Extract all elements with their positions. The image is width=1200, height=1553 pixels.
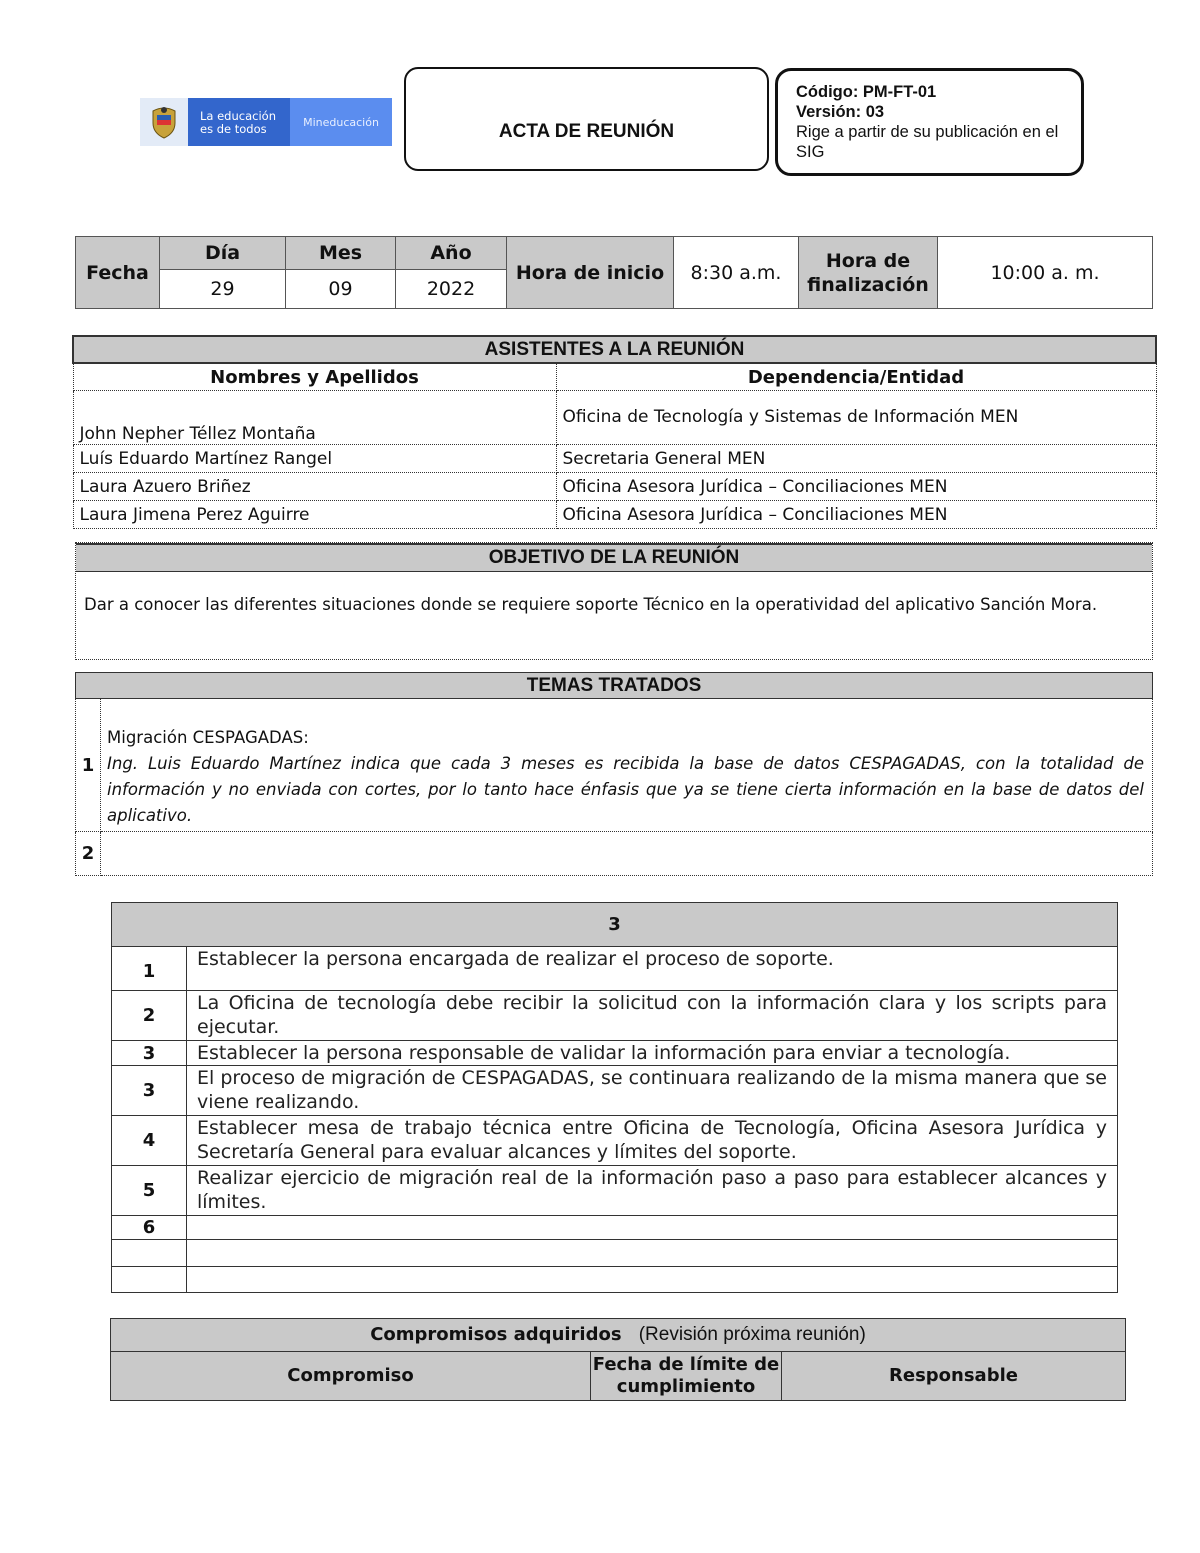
document-code-box [775, 68, 1084, 176]
table-row [112, 1116, 1118, 1166]
anio-label: Año [396, 237, 507, 270]
coat-of-arms-icon [140, 98, 188, 146]
topic-text: Ing. Luis Eduardo Martínez indica que cada 3 meses es recibida la base de datos CESPAGADAS, con la totalidad de información y no enviada con cortes, por lo tanto hace énfasis que ya se tiene cierta información en la base de datos del aplicativo. [107, 754, 1144, 825]
mes-label: Mes [286, 237, 396, 270]
topic-body [101, 699, 1153, 832]
attendee-dependency: Secretaria General MEN [556, 445, 1156, 473]
topic-heading: Migración CESPAGADAS: [107, 728, 309, 747]
commitments-title-row [111, 1319, 1126, 1352]
logo-line-2: es de todos [200, 122, 267, 136]
dia-value: 29 [160, 270, 286, 309]
document-validity: Rige a partir de su publicación en el SIG [796, 123, 1059, 161]
table-row [112, 991, 1118, 1041]
item-text: Realizar ejercicio de migración real de la información paso a paso para establecer alcances y límites. [187, 1166, 1118, 1216]
table-row [112, 1041, 1118, 1066]
mes-value: 09 [286, 270, 396, 309]
table-row [73, 473, 1156, 501]
item-number [112, 1240, 187, 1267]
objective-section [75, 542, 1153, 660]
logo-line-1: La educación [200, 109, 276, 123]
topic-number: 1 [76, 699, 101, 832]
commitments-note: (Revisión próxima reunión) [638, 1324, 866, 1345]
item-number: 5 [112, 1166, 187, 1216]
item-number: 3 [112, 1041, 187, 1066]
ministry-logo [140, 98, 392, 146]
table-row [112, 1066, 1118, 1116]
attendees-title: ASISTENTES A LA REUNIÓN [73, 336, 1156, 363]
attendee-dependency: Oficina Asesora Jurídica – Conciliaciones MEN [556, 473, 1156, 501]
agreements-title: 3 [112, 903, 1118, 947]
hora-fin-value: 10:00 a. m. [938, 237, 1153, 309]
commitments-title: Compromisos adquiridos [370, 1324, 622, 1345]
hora-fin-label: Hora de finalización [799, 237, 938, 309]
col-compromiso: Compromiso [111, 1352, 591, 1401]
topic-number: 2 [76, 832, 101, 876]
hora-inicio-label: Hora de inicio [507, 237, 674, 309]
item-text [187, 1216, 1118, 1240]
table-row [73, 391, 1156, 445]
document-title: ACTA DE REUNIÓN [404, 67, 769, 171]
col-fecha-limite: Fecha de límite de cumplimiento [591, 1352, 782, 1401]
hora-inicio-value: 8:30 a.m. [674, 237, 799, 309]
topics-title: TEMAS TRATADOS [76, 673, 1153, 699]
item-number: 2 [112, 991, 187, 1041]
item-text [187, 1267, 1118, 1293]
logo-ministry: Mineducación [290, 98, 392, 146]
item-text [187, 1240, 1118, 1267]
attendee-name: Laura Azuero Briñez [73, 473, 556, 501]
item-text: Establecer la persona responsable de validar la información para enviar a tecnología. [187, 1041, 1118, 1066]
objective-text: Dar a conocer las diferentes situaciones donde se requiere soporte Técnico en la operatividad del aplicativo Sanción Mora. [84, 595, 1098, 614]
table-row [76, 699, 1153, 832]
document-code: Código: PM-FT-01 [796, 83, 937, 101]
table-row [112, 1240, 1118, 1267]
item-text: El proceso de migración de CESPAGADAS, se continuara realizando de la misma manera que se viene realizando. [187, 1066, 1118, 1116]
table-row [76, 832, 1153, 876]
item-text: Establecer la persona encargada de realizar el proceso de soporte. [187, 947, 1118, 991]
attendee-name: Laura Jimena Perez Aguirre [73, 501, 556, 529]
attendee-name: John Nepher Téllez Montaña [73, 391, 556, 445]
table-row [112, 1267, 1118, 1293]
item-text: La Oficina de tecnología debe recibir la solicitud con la información clara y los scripts para ejecutar. [187, 991, 1118, 1041]
col-responsable: Responsable [782, 1352, 1126, 1401]
dia-label: Día [160, 237, 286, 270]
table-row [112, 947, 1118, 991]
attendee-dependency: Oficina de Tecnología y Sistemas de Información MEN [556, 391, 1156, 445]
item-number: 3 [112, 1066, 187, 1116]
agreements-table [111, 902, 1118, 1293]
col-dependencia: Dependencia/Entidad [556, 363, 1156, 391]
topic-body [101, 832, 1153, 876]
table-row [112, 1216, 1118, 1240]
document-version: Versión: 03 [796, 103, 885, 121]
objective-title: OBJETIVO DE LA REUNIÓN [76, 543, 1152, 572]
attendee-dependency: Oficina Asesora Jurídica – Conciliaciones MEN [556, 501, 1156, 529]
item-number [112, 1267, 187, 1293]
topics-table [75, 672, 1153, 876]
attendee-name: Luís Eduardo Martínez Rangel [73, 445, 556, 473]
item-number: 6 [112, 1216, 187, 1240]
item-number: 4 [112, 1116, 187, 1166]
attendees-table [72, 335, 1157, 529]
commitments-table [110, 1318, 1126, 1401]
date-time-table [75, 236, 1153, 309]
table-row [112, 1166, 1118, 1216]
logo-tagline [188, 98, 290, 146]
item-number: 1 [112, 947, 187, 991]
item-text: Establecer mesa de trabajo técnica entre Oficina de Tecnología, Oficina Asesora Jurídica y Secretaría General para evaluar alcances y límites del soporte. [187, 1116, 1118, 1166]
col-nombres: Nombres y Apellidos [73, 363, 556, 391]
fecha-label: Fecha [76, 237, 160, 309]
table-row [73, 445, 1156, 473]
table-row [73, 501, 1156, 529]
anio-value: 2022 [396, 270, 507, 309]
